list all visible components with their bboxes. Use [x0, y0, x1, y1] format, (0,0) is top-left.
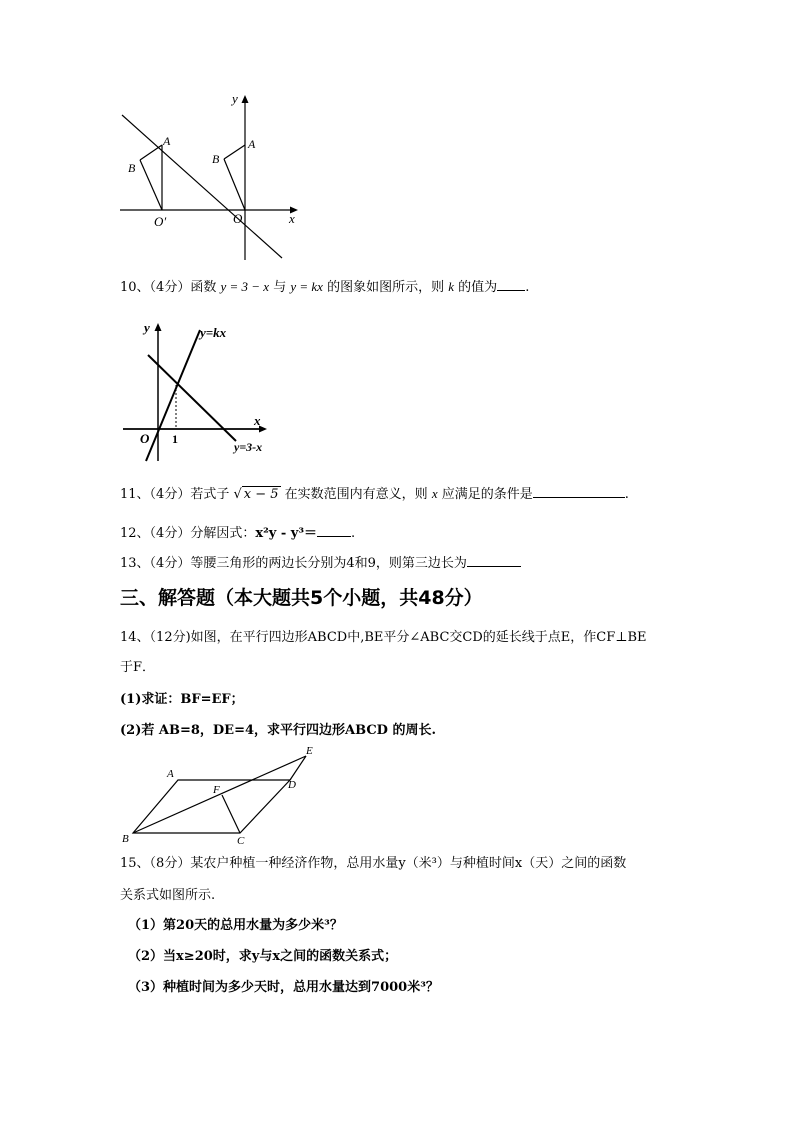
question-10: 10、（4分）函数 y = 3 − x 与 y = kx 的图象如图所示，则 k 的值为 .: [120, 279, 530, 295]
fig3-label-b: B: [122, 833, 129, 845]
fig1-label-o-prime: O′: [154, 214, 167, 229]
answer-blank-11[interactable]: [533, 485, 625, 498]
fig2-label-one: 1: [172, 432, 178, 446]
question-14-line2: 于F．: [120, 660, 156, 675]
fig1-label-o: O: [233, 211, 243, 226]
fig2-label-y: y: [144, 320, 150, 335]
fig1-label-a2: A: [248, 137, 256, 151]
question-14-line1: 14、（12分)如图，在平行四边形ABCD中,BE平分∠ABC交CD的延长线于点E，作CF⊥BE: [120, 630, 647, 645]
question-15-part2: （2）当x≥20时，求y与x之间的函数关系式；: [128, 949, 398, 964]
fig1-label-a: A: [163, 134, 171, 148]
fig3-label-a: A: [167, 768, 174, 780]
question-14-part1: (1)求证：BF=EF；: [120, 692, 244, 707]
answer-blank-10[interactable]: [497, 278, 525, 291]
fig3-label-c: C: [237, 835, 245, 847]
fig2-label-o: O: [140, 431, 150, 446]
figure-linear-functions: [118, 315, 283, 465]
question-14-part2: (2)若 AB=8，DE=4，求平行四边形ABCD 的周长.: [120, 723, 436, 738]
question-15-part3: （3）种植时间为多少天时，总用水量达到7000米³？: [128, 980, 439, 995]
question-13: 13、（4分）等腰三角形的两边长分别为4和9，则第三边长为: [120, 552, 521, 571]
fig2-label-x: x: [254, 413, 261, 428]
question-15-part1: （1）第20天的总用水量为多少米³？: [128, 918, 343, 933]
fig3-label-e: E: [306, 745, 313, 757]
fig3-label-d: D: [288, 779, 296, 791]
fig2-label-y3x: y=3-x: [234, 440, 263, 454]
fig1-label-b2: B: [212, 152, 220, 166]
question-12: 12、（4分）分解因式：x²y - y³＝ .: [120, 526, 356, 541]
sqrt-sign: √: [233, 487, 242, 502]
answer-blank-12[interactable]: [317, 524, 351, 537]
fig1-label-y: y: [232, 91, 238, 106]
fig1-label-b: B: [128, 161, 136, 175]
question-15-line2: 关系式如图所示.: [120, 888, 216, 903]
fig3-label-f: F: [213, 784, 220, 796]
question-15-line1: 15、（8分）某农户种植一种经济作物，总用水量y（米³）与种植时间x（天）之间的函数: [120, 856, 627, 871]
fig1-label-x: x: [289, 211, 295, 226]
section-heading: 三、解答题（本大题共5个小题，共48分）: [120, 587, 483, 609]
fig2-label-ykx: y=kx: [200, 325, 227, 340]
figure-rotation-axes: [112, 90, 312, 265]
question-11: 11、（4分）若式子 √ x − 5 在实数范围内有意义，则 x 应满足的条件是 .: [120, 486, 629, 502]
figure-parallelogram: [118, 740, 328, 848]
answer-blank-13[interactable]: [467, 554, 521, 567]
